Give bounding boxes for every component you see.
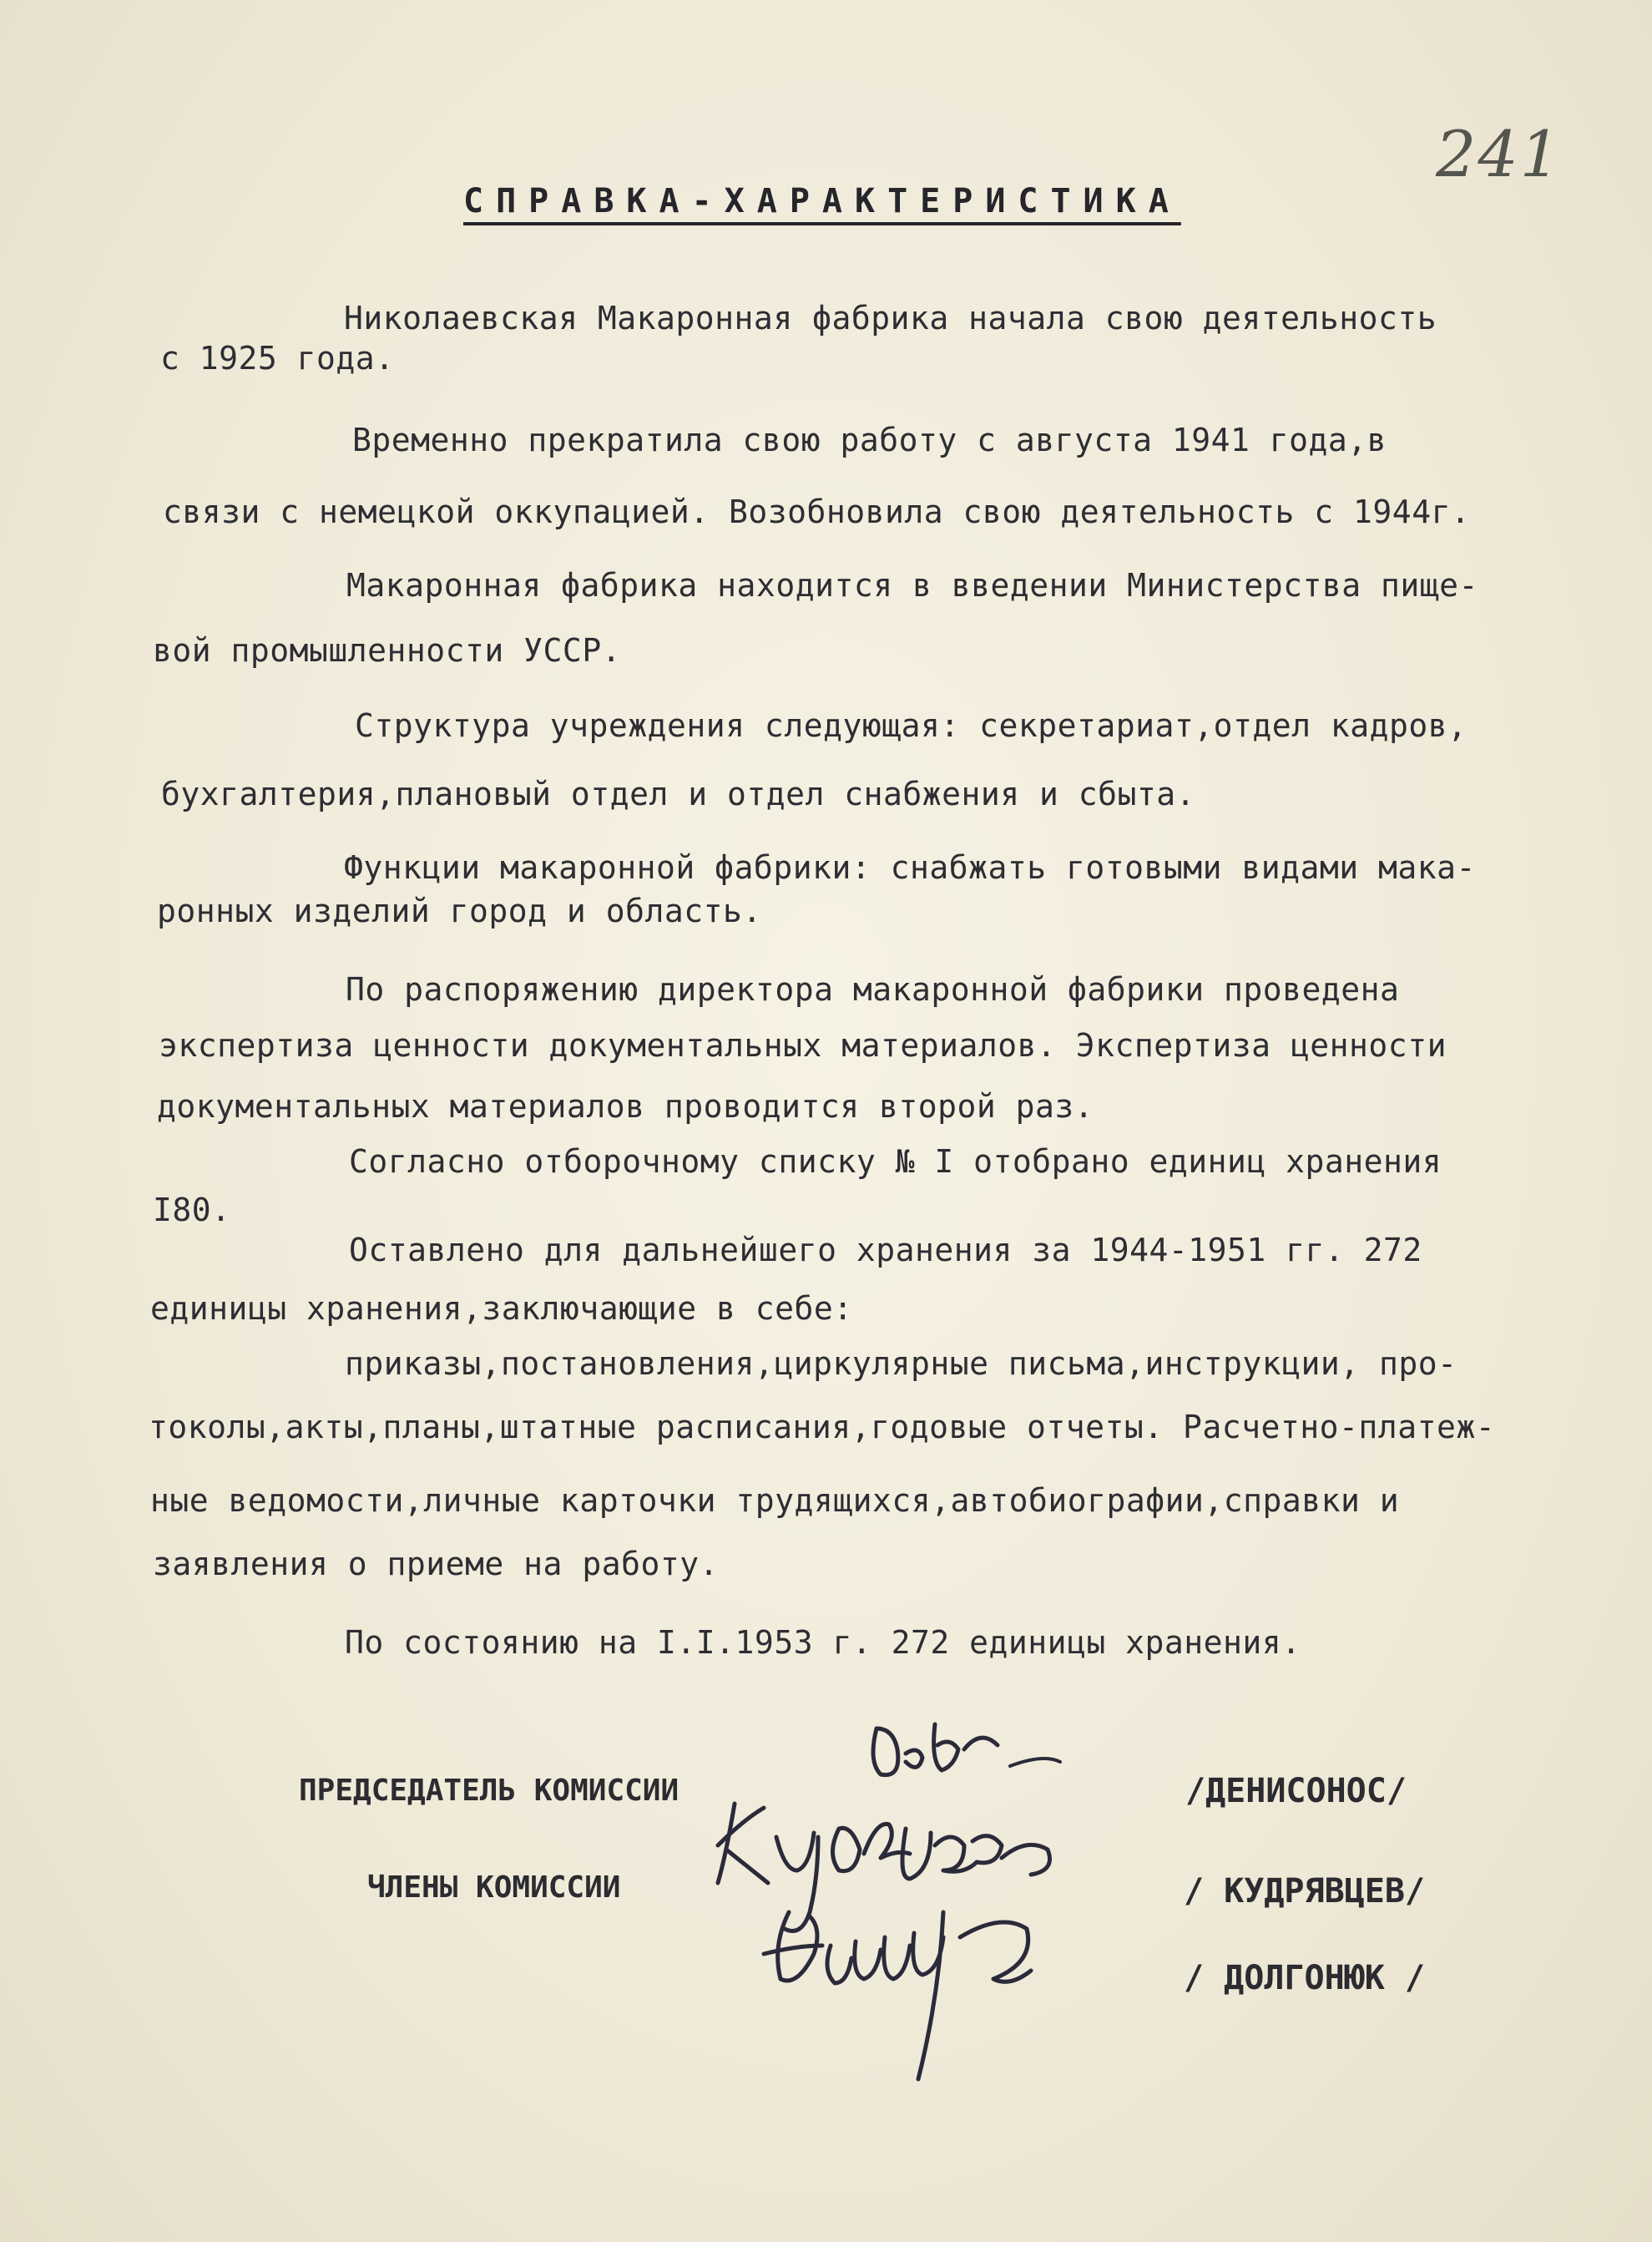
body-line: I80. [153, 1192, 231, 1228]
body-line: Временно прекратила свою работу с августа 1941 года,в [352, 422, 1387, 458]
body-line: Макаронная фабрика находится в введении Министерства пище- [346, 567, 1478, 604]
archive-page-number: 241 [1436, 117, 1563, 191]
body-line: связи с немецкой оккупацией. Возобновила свою деятельность с 1944г. [163, 493, 1471, 530]
member-1-name: / КУДРЯВЦЕВ/ [1184, 1872, 1425, 1911]
body-line: с 1925 года. [160, 340, 395, 377]
body-line: единицы хранения,заключающие в себе: [150, 1290, 853, 1327]
body-line: ронных изделий город и область. [157, 893, 762, 929]
body-line: вой промышленности УССР. [153, 632, 622, 669]
body-line: заявления о приеме на работу. [153, 1546, 719, 1582]
body-line: Николаевская Макаронная фабрика начала свою деятельность [344, 300, 1437, 337]
members-label: ЧЛЕНЫ КОМИССИИ [367, 1870, 621, 1905]
document-title: СПРАВКА-ХАРАКТЕРИСТИКА [463, 182, 1181, 220]
chairman-label: ПРЕДСЕДАТЕЛЬ КОМИССИИ [299, 1774, 679, 1808]
body-line: бухгалтерия,плановый отдел и отдел снабжения и сбыта. [161, 776, 1196, 812]
body-line: документальных материалов проводится второй раз. [157, 1088, 1094, 1125]
body-line: По состоянию на I.I.1953 г. 272 единицы хранения. [345, 1624, 1301, 1661]
body-line: приказы,постановления,циркулярные письма,инструкции, про- [345, 1345, 1457, 1382]
body-line: По распоряжению директора макаронной фабрики проведена [346, 971, 1400, 1008]
body-line: экспертиза ценности документальных материалов. Экспертиза ценности [159, 1027, 1447, 1064]
body-line: ные ведомости,личные карточки трудящихся,автобиографии,справки и [150, 1482, 1400, 1519]
body-line: Согласно отборочному списку № I отобрано единиц хранения [349, 1143, 1442, 1180]
body-line: Структура учреждения следующая: секретариат,отдел кадров, [355, 707, 1468, 744]
body-line: токолы,акты,планы,штатные расписания,годовые отчеты. Расчетно-платеж- [149, 1409, 1496, 1445]
body-line: Оставлено для дальнейшего хранения за 1944-1951 гг. 272 [349, 1232, 1422, 1268]
member-2-name: / ДОЛГОНЮК / [1184, 1959, 1425, 1997]
chairman-name: /ДЕНИСОНОС/ [1185, 1772, 1407, 1810]
handwritten-signatures [685, 1703, 1152, 2121]
body-line: Функции макаронной фабрики: снабжать готовыми видами мака- [344, 849, 1476, 886]
